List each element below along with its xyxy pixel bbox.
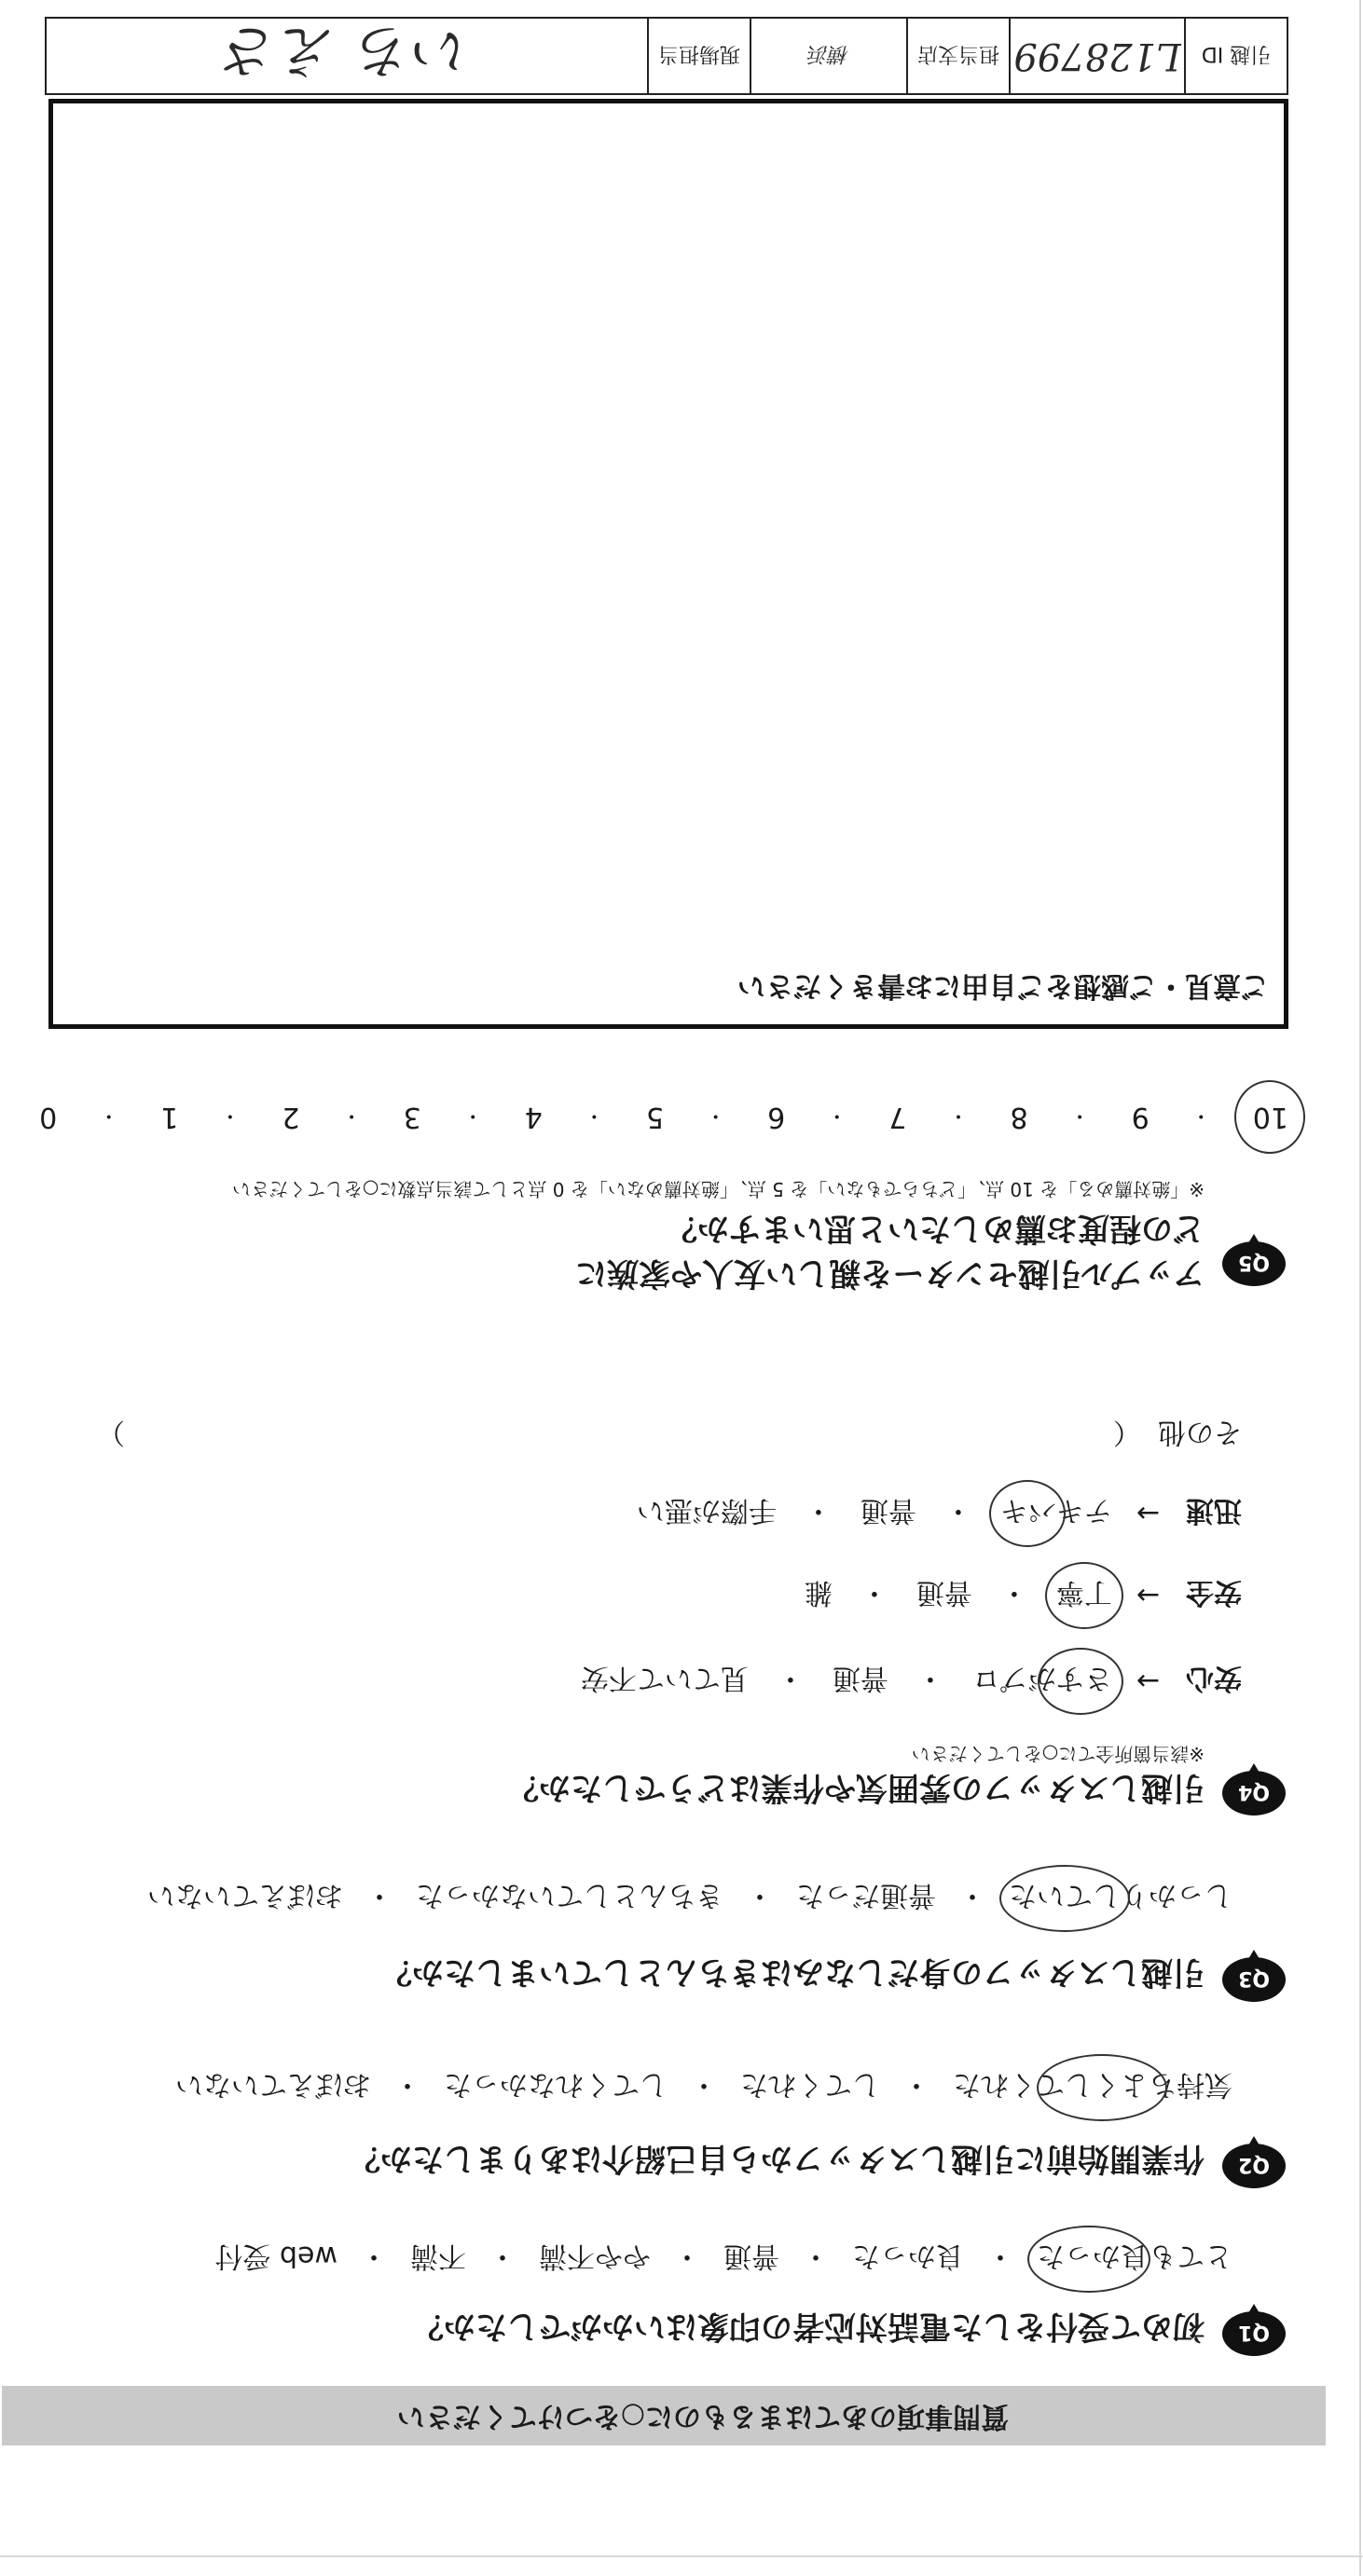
q1-option-dissatisfied[interactable]: 不満 — [410, 2240, 466, 2272]
q4-row-label: 迅速 — [1186, 1494, 1242, 1527]
q3-options: しっかりしていた ・ 普通だった ・ きちんとしていなかった ・ おぼえていない — [147, 1878, 1232, 1919]
q4-option-clumsy[interactable]: 手際が悪い — [636, 1494, 777, 1527]
q2-badge-icon — [1219, 2134, 1288, 2194]
q5-score-scale: 10 ・ 9 ・ 8 ・ 7 ・ 6 ・ 5 ・ 4 ・ 3 ・ 2 ・ 1 ・ 0 — [39, 1101, 1288, 1133]
branch-value: 横浜 — [750, 19, 906, 93]
q4-selected-circle — [1045, 1562, 1123, 1629]
branch-label: 担当支店 — [906, 19, 1009, 93]
q4-note: ※該当箇所全てに○をしてください — [911, 1743, 1205, 1765]
staff-info-table — [45, 17, 1288, 95]
q5-score-8[interactable]: 8 — [1010, 1101, 1028, 1133]
q1-option-normal[interactable]: 普通 — [723, 2240, 779, 2272]
q5-badge-label: Q5 — [1237, 1251, 1271, 1274]
q1-option-very-good[interactable]: とても良かった — [1037, 2239, 1232, 2280]
q4-row-label: 安心 — [1186, 1662, 1242, 1694]
q5-question-line2: どの程度お薦めしたいと思いますか？ — [666, 1210, 1205, 1247]
q4-row-speed: 迅速 → テキパキ ・ 普通 ・ 手際が悪い — [637, 1493, 1242, 1534]
q1-selected-circle — [1027, 2226, 1150, 2293]
q1-badge-label: Q1 — [1237, 2321, 1271, 2344]
q4-option-normal[interactable]: 普通 — [916, 1576, 972, 1609]
q5-score-1[interactable]: 1 — [160, 1101, 179, 1133]
q2-option-dont-remember[interactable]: おぼえていない — [175, 2068, 371, 2101]
instruction-banner: 質問事項のあてはまるものに○をつけてください — [2, 2386, 1326, 2446]
site-staff-label: 現場担当 — [647, 19, 750, 93]
arrow-right-icon: → — [1136, 1497, 1160, 1530]
q2-option-did-not[interactable]: してくれなかった — [444, 2068, 668, 2101]
q5-score-10[interactable]: 10 — [1253, 1101, 1288, 1133]
q5-score-0[interactable]: 0 — [39, 1101, 58, 1133]
move-id-value: L128799 — [1009, 19, 1184, 93]
q5-score-9[interactable]: 9 — [1131, 1101, 1150, 1133]
q1-option-good[interactable]: 良かった — [852, 2240, 964, 2272]
arrow-right-icon: → — [1136, 1665, 1160, 1698]
comment-title: ご意見・ご感想をご自由にお書きください — [737, 969, 1269, 1002]
q4-selected-circle — [989, 1480, 1066, 1547]
q2-option-did[interactable]: してくれた — [740, 2068, 880, 2101]
q5-score-4[interactable]: 4 — [524, 1101, 543, 1133]
q4-option-careful[interactable]: 丁寧 — [1056, 1575, 1112, 1616]
q5-score-3[interactable]: 3 — [403, 1101, 421, 1133]
q4-row-reassurance: 安心 → さすがプロ ・ 普通 ・ 見ていて不安 — [581, 1661, 1242, 1702]
q5-score-2[interactable]: 2 — [282, 1101, 300, 1133]
q1-option-slightly-dissatisfied[interactable]: やや不満 — [539, 2240, 651, 2272]
q3-badge-icon — [1219, 1948, 1288, 2007]
q4-selected-circle — [1038, 1648, 1123, 1715]
q4-option-normal[interactable]: 普通 — [832, 1662, 888, 1694]
q1-options: とても良かった ・ 良かった ・ 普通 ・ やや不満 ・ 不満 ・ web 受付 — [214, 2239, 1232, 2280]
q2-badge-label: Q2 — [1237, 2153, 1271, 2176]
q4-option-rough[interactable]: 雑 — [804, 1576, 833, 1609]
comment-box[interactable] — [48, 99, 1288, 1029]
q4-option-anxious[interactable]: 見ていて不安 — [580, 1662, 749, 1694]
q2-options: 気持ちよくしてくれた ・ してくれた ・ してくれなかった ・ おぼえていない — [175, 2067, 1232, 2108]
q5-badge-icon — [1219, 1232, 1288, 1292]
q5-score-7[interactable]: 7 — [888, 1101, 907, 1133]
q5-question-line1: アップル引越センターを親しい友人や家族に — [575, 1254, 1205, 1292]
q3-option-dont-remember[interactable]: おぼえていない — [147, 1879, 343, 1911]
move-id-label: 引越 ID — [1184, 19, 1287, 93]
q2-selected-circle — [1037, 2054, 1167, 2121]
q4-badge-icon — [1219, 1761, 1288, 1821]
q3-option-normal[interactable]: 普通だった — [796, 1879, 936, 1911]
q4-row-other — [97, 1415, 1242, 1456]
q2-option-pleasant[interactable]: 気持ちよくしてくれた — [953, 2067, 1232, 2108]
q4-row-safety: 安全 → 丁寧 ・ 普通 ・ 雑 — [805, 1575, 1242, 1616]
q3-option-untidy[interactable]: きちんとしていなかった — [416, 1879, 723, 1911]
q5-note: ※「絶対薦める」を 10 点、「どちらでもない」を 5 点、「絶対薦めない」を 0 点として該当点数に○をしてください — [231, 1178, 1205, 1200]
q3-badge-label: Q3 — [1237, 1966, 1271, 1990]
q4-question: 引越しスタッフの雰囲気や作業はどうでしたか？ — [507, 1769, 1205, 1806]
q5-score-5[interactable]: 5 — [645, 1101, 665, 1133]
q3-option-tidy[interactable]: しっかりしていた — [1009, 1878, 1232, 1919]
q4-row-label: 安全 — [1186, 1576, 1242, 1609]
q1-badge-icon — [1219, 2302, 1288, 2362]
q5-score-6[interactable]: 6 — [767, 1101, 786, 1133]
q4-other-close: ） — [97, 1416, 125, 1448]
q3-question: 引越しスタッフの身だしなみはきちんとしていましたか？ — [380, 1953, 1205, 1991]
q5-selected-circle — [1234, 1080, 1305, 1154]
arrow-right-icon: → — [1136, 1579, 1160, 1612]
q4-other-label: その他 — [1158, 1416, 1242, 1448]
q4-badge-label: Q4 — [1237, 1780, 1271, 1803]
q3-selected-circle — [999, 1865, 1130, 1932]
site-staff-value: いち えさ — [222, 17, 472, 86]
q2-question: 作業開始前に引越しスタッフから自己紹介はありましたか？ — [349, 2140, 1205, 2177]
q1-option-web[interactable]: web 受付 — [214, 2240, 337, 2272]
q4-option-efficient[interactable]: テキパキ — [1000, 1493, 1112, 1534]
q4-other-open: （ — [1113, 1416, 1141, 1448]
q4-option-normal[interactable]: 普通 — [860, 1494, 916, 1527]
q1-question: 初めて受付をした電話対応者の印象はいかがでしたか？ — [412, 2308, 1205, 2345]
q4-option-professional[interactable]: さすがプロ — [972, 1661, 1112, 1702]
